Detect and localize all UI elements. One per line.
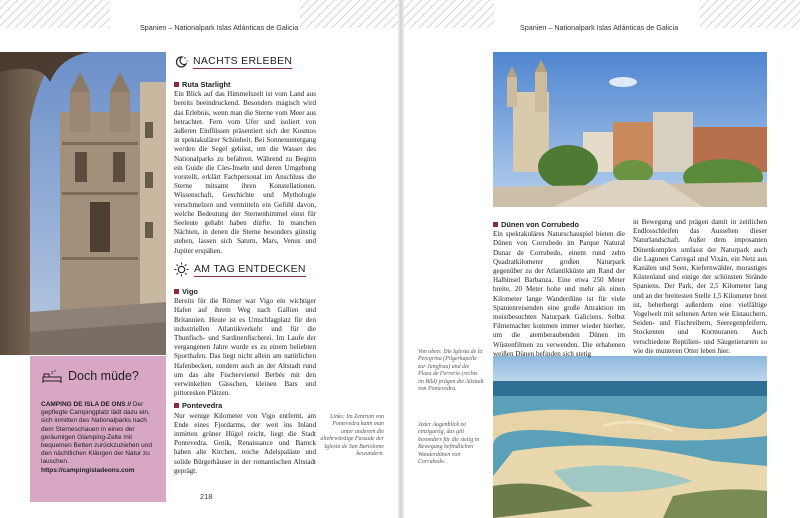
column-dunes-2 — [633, 218, 767, 356]
hatch-decoration-left — [0, 0, 110, 28]
tip-box-name: CAMPING DE ISLA DE ONS // — [41, 401, 132, 408]
caption-right-top: Von oben: Die Iglesia de la Peregrina (Pilgerkapelle zur Jungfrau) und die Plaza de Ferrería (rechts im Bild) prägen die Altstadt von Pontevedra. — [418, 349, 484, 393]
tip-box-title: Doch müde? — [68, 369, 139, 383]
plaza-photo-illustration — [493, 52, 767, 207]
hatch-decoration-center-right — [404, 0, 494, 28]
svg-text:z: z — [54, 368, 56, 373]
section-heading-night — [174, 55, 292, 69]
text-ruta-starlight: Ein Blick auf das Himmelszelt ist vom Land aus bereits beeindruckend. Besonders magisch wird das Erlebnis, wenn man die Sterne vom Meer aus betrachtet. Fern vom Ufer und isoliert von äußeren Einflüssen präsentiert sich der Kosmos in spektakulärer Schönheit. Bei Sonnenuntergang werden die Segel gehisst, um die Wasser des Nationalparks zu befahren. Während zu Beginn ein Guide die Cíes-Inseln und deren Umgebung vorstellt, erklärt Fachpersonal im Anschluss die Sterne mitsamt ihren Konstellationen. Wissenschaft, Geschichte und Mythologie verschmelzen und vermitteln ein Gefühl davon, welche Bedeutung der Sternenhimmel einst für Seeleute gehabt haben dürfte. In manchen Nächten, in denen die Sterne besonders günstig stehen, lassen sich Saturn, Mars, Venus und Jupiter erspähen. — [174, 90, 316, 255]
hatch-decoration-center-left — [300, 0, 398, 28]
tip-box-url[interactable]: https://campingisladeons.com — [41, 466, 135, 474]
page-number-left: 218 — [200, 492, 213, 501]
column-day — [174, 285, 316, 476]
photo-pontevedra-church — [0, 52, 166, 355]
text-vigo: Bereits für die Römer war Vigo ein wichtiger Hafen auf ihrem Weg nach Gallien und Britannien. Heute ist es Umschlagplatz für den industriellen Atlantikverkehr und für die Thunfisch- und Sardinenfischerei. Im Laufe der vergangenen Jahre wurde es zu einem beliebten Sporthafen. Das liegt nicht allein am natürlichen Hafenbecken, sondern auch an der Altstadt rund um das alte Fischerviertel Berbés mit den verwinkelten Gässchen, kleinen Bars und pittoresken Plätzen. — [174, 297, 316, 398]
text-dunes-part2: in Bewegung und prägen damit in zeitlichen Endlosschleifen das Aussehen dieser Naturlandschaft. Außer dem imposanten Dünenkomplex umfasst der Naturpark auch die Lagunen Carregal und Vixán, ein Netz aus Kanälen und Seen, Kiefernwälder, morastiges Küstenland und einige der schönsten Strände Spaniens. Der Park, der 2,5 Kilometer lang und an der breitesten Stelle 1,5 Kilometer breit ist, beherbergt außerdem eine vielfältige Vogelwelt mit seltenen Arten wie Eistauchern, Seiden- und Fischreihern, Seeregenpfeifern, Stockenten und Kormoranen. Auch verschiedene Reptilien- und Säugetierarten so wie die munteren Otter leben hier. — [633, 218, 767, 355]
photo-pontevedra-plaza — [493, 52, 767, 207]
tip-box — [30, 356, 166, 502]
text-dunes-part1: Ein spektakuläres Naturschauspiel bieten die Dünen von Corrubedo im Parque Natural Dunar de Corrubedo, einem rund zehn Quadratkilometer großen Naturpark gegenüber zu der Atlantikküste am Rand der Halbinsel Barbanza. Eine etwa 250 Meter breite, 20 Meter hohe und mehr als einen Kilometer lange Wanderdüne ist für viele Spanienreisenden eine große Attraktion im meistbesuchten Naturpark Galiciens. Selbst Filmemacher kommen immer wieder hierher, um die atemberaubenden Dünen im Wüstenfilmen zu verwenden. Die erhabenen weißen Dünen befinden sich stetig — [493, 230, 625, 358]
moon-stars-icon — [174, 55, 188, 69]
section-heading-day — [174, 262, 306, 277]
caption-left: Links: Im Zentrum von Pontevedra kann man unter anderem die altehrwürdige Fassade der Iglesia de San Bartolome bewundern. — [320, 414, 384, 458]
column-night — [174, 78, 316, 256]
sun-icon — [174, 262, 189, 277]
svg-text:z: z — [51, 370, 54, 376]
page-gutter — [398, 0, 404, 518]
running-head-right: Spanien – Nationalpark Islas Atlánticas de Galicia — [520, 23, 679, 32]
text-pontevedra: Nur wenige Kilometer von Vigo entfernt, am Ende eines Fjordarms, der weit ins Inland inmitten grüner Hügel reicht, liegt die Stadt Pontevedra. Gotik, Renaissance und Barock haben alte Kirchen, reiche Adelspaläste und solide Bürgerhäuser in der romantischen Altstadt geprägt. — [174, 411, 316, 475]
subheading-pontevedra: Pontevedra — [182, 401, 223, 411]
bullet-icon — [174, 82, 179, 87]
caption-right-bottom: Jeder Augenblick ist einzigartig, das gilt besonders für die stetig in Bewegung befindlichen Wanderdünen von Corrubedo. — [418, 422, 480, 466]
heading-night-text: NACHTS ERLEBEN — [193, 55, 293, 67]
sleeping-bed-icon — [42, 368, 62, 384]
church-photo-illustration — [0, 52, 166, 355]
tip-box-text — [41, 401, 159, 475]
bullet-icon — [174, 289, 179, 294]
dunes-photo-illustration — [493, 356, 767, 518]
tip-box-description: Der gepflegte Campingplatz lädt dazu ein, sich inmitten des Nationalparks nach dem Sterneschauen in eines der geräumigen Glamping-Zelte mit bequemen Betten zurückzuziehen und den nächtlichen Klängen der Natur zu lauschen. — [41, 401, 152, 466]
bullet-icon — [493, 222, 498, 227]
bullet-icon — [174, 403, 179, 408]
subheading-dunes: Dünen von Corrubedo — [501, 220, 580, 229]
subheading-ruta-starlight: Ruta Starlight — [182, 80, 231, 89]
subheading-vigo: Vigo — [182, 287, 198, 296]
heading-day-text: AM TAG ENTDECKEN — [194, 262, 306, 275]
photo-dunes-corrubedo — [493, 356, 767, 518]
running-head-left: Spanien – Nationalpark Islas Atlánticas de Galicia — [140, 23, 299, 32]
column-dunes-1 — [493, 218, 625, 359]
hatch-decoration-right — [700, 0, 800, 28]
